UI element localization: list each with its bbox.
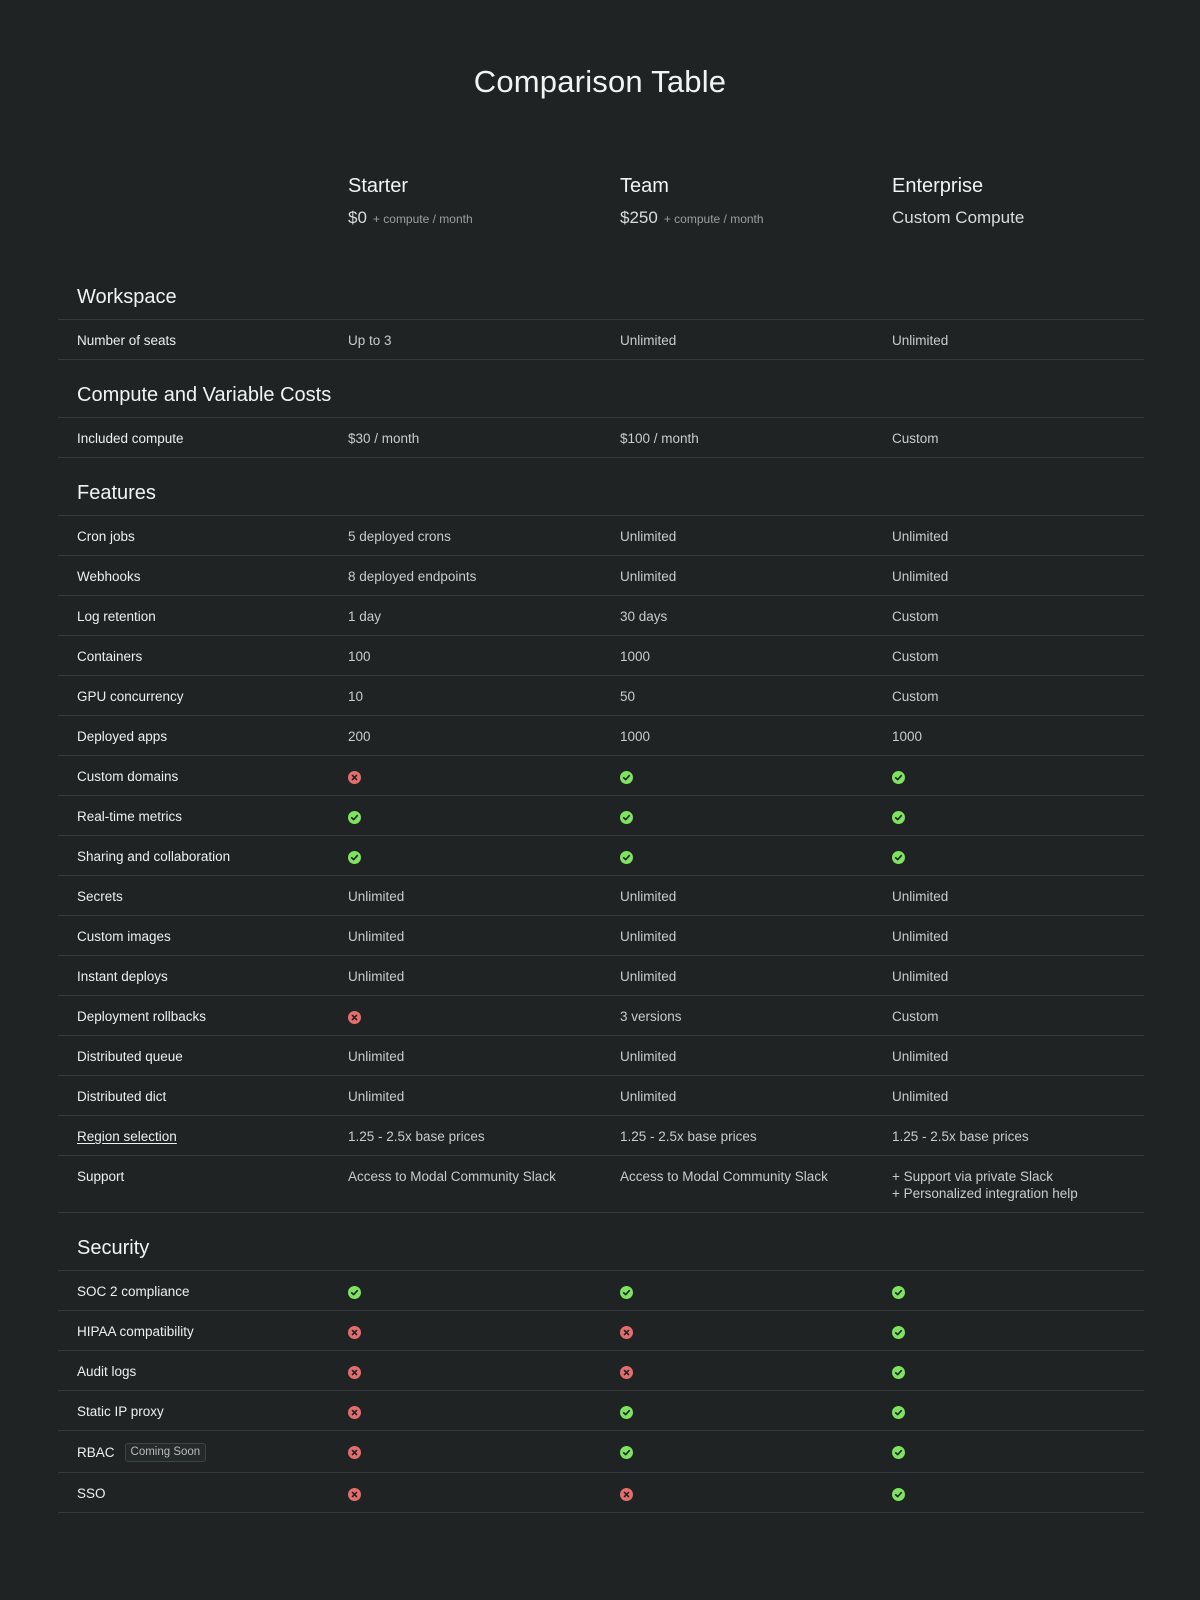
row-label-cell — [58, 1076, 330, 1115]
cell-starter — [330, 1431, 602, 1470]
cell-team: Unlimited — [620, 889, 677, 904]
cross-icon — [620, 1326, 633, 1339]
cell-starter: Unlimited — [348, 889, 405, 904]
row-label: Log retention — [77, 609, 156, 624]
plan-price: $0 — [348, 208, 367, 227]
cell-team: 50 — [620, 689, 636, 704]
plan-price-line — [892, 206, 1152, 230]
cell-starter — [330, 996, 602, 1035]
cell-team: Access to Modal Community Slack — [620, 1169, 828, 1184]
row-label: Static IP proxy — [77, 1404, 164, 1419]
check-icon — [892, 851, 905, 864]
cell-enterprise — [874, 796, 1144, 835]
cell-starter: 1.25 - 2.5x base prices — [348, 1129, 485, 1144]
check-icon — [620, 1446, 633, 1459]
plan-name: Team — [620, 175, 669, 197]
cell-team: 3 versions — [620, 1009, 682, 1024]
table-section — [58, 458, 1144, 1213]
row-label-cell — [58, 836, 330, 875]
check-icon — [620, 1286, 633, 1299]
row-label-cell — [58, 1311, 330, 1350]
plan-price-line — [620, 206, 880, 230]
cell-enterprise: Unlimited — [892, 529, 949, 544]
row-label-cell — [58, 596, 330, 635]
cell-team: Unlimited — [620, 569, 677, 584]
cell-enterprise — [874, 1351, 1144, 1390]
row-label-cell — [58, 956, 330, 995]
row-label: Deployment rollbacks — [77, 1009, 207, 1024]
row-label: Webhooks — [77, 569, 141, 584]
cross-icon — [348, 1446, 361, 1459]
plan-price: Custom Compute — [892, 208, 1025, 227]
table-row — [58, 1473, 1144, 1513]
cell-starter — [330, 1391, 602, 1430]
cross-icon — [348, 1366, 361, 1379]
table-row — [58, 1431, 1144, 1473]
table-row — [58, 418, 1144, 458]
table-section — [58, 272, 1144, 360]
cell-team — [602, 756, 874, 795]
cell-team: 1000 — [620, 729, 651, 744]
cell-starter: Up to 3 — [348, 333, 392, 348]
cell-team: 30 days — [620, 609, 668, 624]
row-label: Distributed dict — [77, 1089, 167, 1104]
row-label-cell — [58, 1391, 330, 1430]
cross-icon — [620, 1488, 633, 1501]
cell-enterprise: Custom — [892, 609, 939, 624]
check-icon — [892, 1286, 905, 1299]
row-label-cell — [58, 996, 330, 1035]
cell-enterprise — [874, 1311, 1144, 1350]
table-row — [58, 516, 1144, 556]
plan-header-starter — [348, 172, 608, 230]
row-label: Secrets — [77, 889, 123, 904]
row-label: Custom domains — [77, 769, 179, 784]
cell-starter: 5 deployed crons — [348, 529, 451, 544]
row-label-cell — [58, 716, 330, 755]
cell-starter: 1 day — [348, 609, 382, 624]
cell-team: $100 / month — [620, 431, 699, 446]
coming-soon-badge: Coming Soon — [125, 1443, 207, 1462]
check-icon — [620, 811, 633, 824]
row-label-cell — [58, 556, 330, 595]
cell-enterprise: Custom — [892, 431, 939, 446]
cell-starter — [330, 836, 602, 875]
row-label: Support — [77, 1169, 125, 1184]
table-row — [58, 1036, 1144, 1076]
check-icon — [892, 811, 905, 824]
cell-starter: Unlimited — [348, 929, 405, 944]
check-icon — [620, 851, 633, 864]
table-row — [58, 676, 1144, 716]
check-icon — [892, 1406, 905, 1419]
cell-enterprise: Unlimited — [892, 333, 949, 348]
row-label: Containers — [77, 649, 143, 664]
cell-team — [602, 796, 874, 835]
cross-icon — [348, 1011, 361, 1024]
cell-starter — [330, 1311, 602, 1350]
cell-starter: Unlimited — [348, 969, 405, 984]
cell-enterprise: Unlimited — [892, 1089, 949, 1104]
cross-icon — [348, 771, 361, 784]
row-label-cell — [58, 676, 330, 715]
check-icon — [892, 1366, 905, 1379]
table-row — [58, 836, 1144, 876]
check-icon — [892, 1326, 905, 1339]
cell-enterprise — [874, 1271, 1144, 1310]
row-label: Distributed queue — [77, 1049, 183, 1064]
cell-team — [602, 1431, 874, 1470]
cell-enterprise — [874, 756, 1144, 795]
cell-team: 1000 — [620, 649, 651, 664]
cell-starter: Unlimited — [348, 1089, 405, 1104]
check-icon — [620, 1406, 633, 1419]
table-row — [58, 1271, 1144, 1311]
cell-enterprise — [874, 1391, 1144, 1430]
row-label-cell — [58, 1431, 330, 1472]
table-row — [58, 716, 1144, 756]
table-row — [58, 996, 1144, 1036]
cell-team: Unlimited — [620, 929, 677, 944]
table-section — [58, 360, 1144, 458]
cell-team — [602, 1473, 874, 1512]
cell-starter: Access to Modal Community Slack — [348, 1169, 556, 1184]
table-row — [58, 556, 1144, 596]
row-label: Number of seats — [77, 333, 177, 348]
row-label: Custom images — [77, 929, 171, 944]
plan-price-note: + compute / month — [663, 212, 764, 226]
table-row — [58, 320, 1144, 360]
plan-price-line — [348, 206, 608, 230]
cell-enterprise: Unlimited — [892, 969, 949, 984]
row-label-cell — [58, 1351, 330, 1390]
row-label: Deployed apps — [77, 729, 168, 744]
cell-team — [602, 1271, 874, 1310]
check-icon — [892, 1488, 905, 1501]
plan-price: $250 — [620, 208, 658, 227]
cell-enterprise: + Support via private Slack + Personalized integration help — [892, 1169, 1078, 1201]
row-label: Audit logs — [77, 1364, 137, 1379]
row-label: Sharing and collaboration — [77, 849, 231, 864]
row-label-cell — [58, 418, 330, 457]
check-icon — [620, 771, 633, 784]
cell-starter: $30 / month — [348, 431, 420, 446]
cell-starter: 10 — [348, 689, 364, 704]
plan-price-note: + compute / month — [372, 212, 473, 226]
cell-team: Unlimited — [620, 1089, 677, 1104]
table-row — [58, 796, 1144, 836]
table-row — [58, 956, 1144, 996]
cell-enterprise: Custom — [892, 1009, 939, 1024]
row-label-cell — [58, 320, 330, 359]
cell-starter — [330, 1473, 602, 1512]
page-title: Comparison Table — [473, 64, 727, 99]
section-title: Features — [58, 458, 1144, 516]
cell-team: Unlimited — [620, 333, 677, 348]
cell-enterprise — [874, 836, 1144, 875]
table-row — [58, 1351, 1144, 1391]
cell-enterprise — [874, 1473, 1144, 1512]
cell-team: Unlimited — [620, 529, 677, 544]
table-row — [58, 916, 1144, 956]
check-icon — [892, 771, 905, 784]
row-label: RBAC — [77, 1445, 115, 1460]
cross-icon — [348, 1488, 361, 1501]
cell-enterprise: Custom — [892, 689, 939, 704]
table-section — [58, 1213, 1144, 1513]
row-label-cell — [58, 636, 330, 675]
cell-team — [602, 1391, 874, 1430]
plan-name: Starter — [348, 175, 409, 197]
cell-team: 1.25 - 2.5x base prices — [620, 1129, 757, 1144]
cell-enterprise: 1000 — [892, 729, 923, 744]
check-icon — [348, 851, 361, 864]
row-label-cell — [58, 756, 330, 795]
row-label: HIPAA compatibility — [77, 1324, 194, 1339]
row-label: Real-time metrics — [77, 809, 183, 824]
row-label: GPU concurrency — [77, 689, 184, 704]
cell-enterprise — [874, 1431, 1144, 1470]
check-icon — [892, 1446, 905, 1459]
table-row — [58, 596, 1144, 636]
cell-enterprise: Unlimited — [892, 1049, 949, 1064]
cell-starter — [330, 756, 602, 795]
check-icon — [348, 1286, 361, 1299]
table-row — [58, 876, 1144, 916]
table-row — [58, 636, 1144, 676]
cell-team: Unlimited — [620, 969, 677, 984]
row-label: SSO — [77, 1486, 106, 1501]
table-row — [58, 1076, 1144, 1116]
cross-icon — [348, 1406, 361, 1419]
row-label: Included compute — [77, 431, 184, 446]
cell-enterprise: Unlimited — [892, 569, 949, 584]
cell-team — [602, 1311, 874, 1350]
cell-starter — [330, 1271, 602, 1310]
comparison-table — [58, 272, 1144, 1513]
cell-team — [602, 836, 874, 875]
cell-starter: Unlimited — [348, 1049, 405, 1064]
cell-team — [602, 1351, 874, 1390]
cell-enterprise: 1.25 - 2.5x base prices — [892, 1129, 1029, 1144]
cell-starter: 8 deployed endpoints — [348, 569, 477, 584]
cell-enterprise: Custom — [892, 649, 939, 664]
row-label: SOC 2 compliance — [77, 1284, 190, 1299]
plan-name: Enterprise — [892, 175, 984, 197]
check-icon — [348, 811, 361, 824]
plan-header-enterprise — [892, 172, 1152, 230]
cell-starter: 100 — [348, 649, 371, 664]
row-label-cell — [58, 516, 330, 555]
plan-header-team — [620, 172, 880, 230]
section-title: Security — [58, 1213, 1144, 1271]
table-row — [58, 1116, 1144, 1156]
cell-enterprise: Unlimited — [892, 929, 949, 944]
row-label-cell — [58, 916, 330, 955]
cross-icon — [348, 1326, 361, 1339]
table-row — [58, 1156, 1144, 1213]
table-row — [58, 756, 1144, 796]
cell-team: Unlimited — [620, 1049, 677, 1064]
cell-starter — [330, 1351, 602, 1390]
row-label-cell — [58, 1271, 330, 1310]
section-title: Workspace — [58, 272, 1144, 320]
cell-starter — [330, 796, 602, 835]
row-label-cell — [58, 1116, 330, 1155]
row-label-cell — [58, 796, 330, 835]
row-label-cell — [58, 876, 330, 915]
row-label: Instant deploys — [77, 969, 168, 984]
cell-enterprise: Unlimited — [892, 889, 949, 904]
section-title: Compute and Variable Costs — [58, 360, 1144, 418]
cell-starter: 200 — [348, 729, 371, 744]
row-label-link[interactable]: Region selection — [77, 1129, 177, 1144]
cross-icon — [620, 1366, 633, 1379]
row-label: Cron jobs — [77, 529, 135, 544]
table-row — [58, 1391, 1144, 1431]
row-label-cell — [58, 1156, 330, 1195]
row-label-cell — [58, 1473, 330, 1512]
table-row — [58, 1311, 1144, 1351]
row-label-cell — [58, 1036, 330, 1075]
